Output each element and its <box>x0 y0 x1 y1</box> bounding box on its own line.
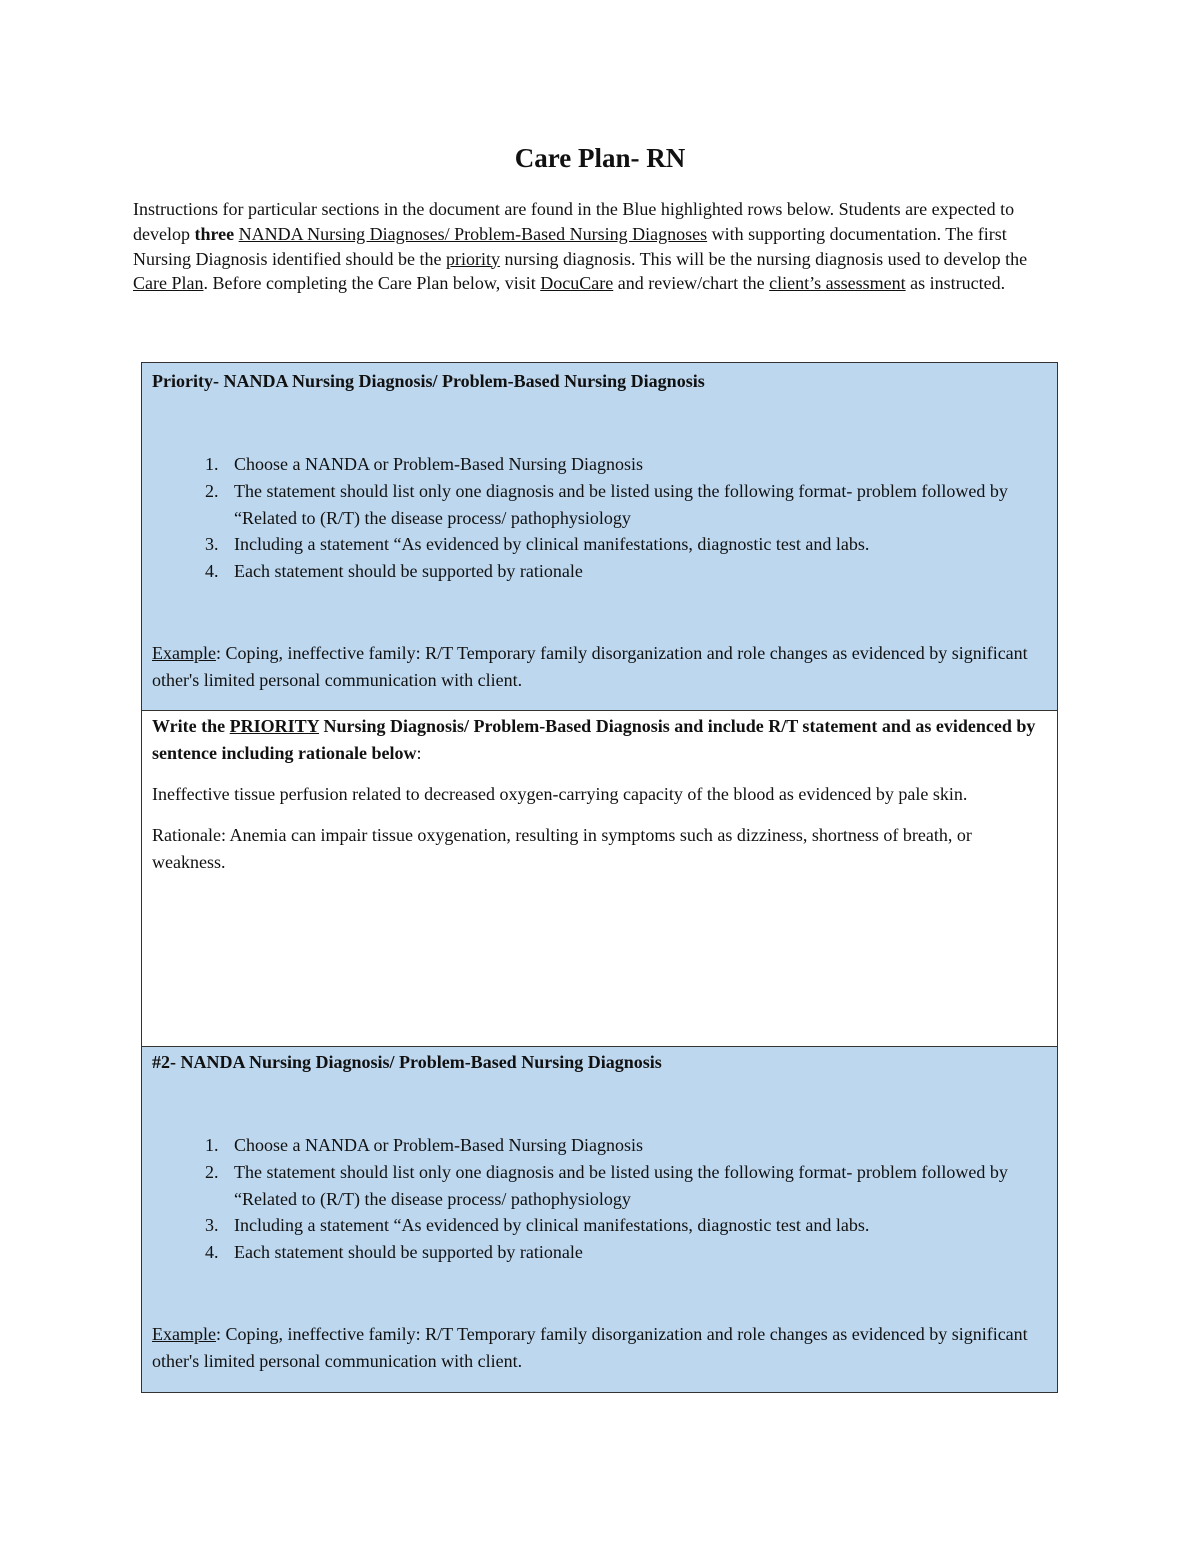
intro-priority-underlined: priority <box>445 248 500 269</box>
example-text: : Coping, ineffective family: R/T Temporary family disorganization and role changes as evidenced by significant other's limited personal communication with client. <box>152 1323 1028 1371</box>
header-text: Nursing Diagnosis/ Problem-Based Diagnosis and include R/T statement and as evidenced by sentence including rationale below <box>152 716 1036 763</box>
second-example <box>152 1321 1047 1375</box>
intro-text: nursing diagnosis. This will be the nursing diagnosis used to develop the <box>499 248 1028 269</box>
list-item: 2. The statement should list only one diagnosis and be listed using the following format- problem followed by “Related to (R/T) the disease process/ pathophysiology <box>223 478 1047 532</box>
header-priority-underlined: PRIORITY <box>229 716 319 736</box>
list-item: 4. Each statement should be supported by rationale <box>223 1239 1047 1266</box>
intro-text: . Before completing the Care Plan below, visit <box>203 273 541 294</box>
list-item: 3. Including a statement “As evidenced by clinical manifestations, diagnostic test and labs. <box>223 531 1047 558</box>
priority-diagnosis-answer-row[interactable] <box>142 711 1057 1047</box>
example-text: : Coping, ineffective family: R/T Temporary family disorganization and role changes as evidenced by significant other's limited personal communication with client. <box>152 642 1028 690</box>
priority-diagnosis-instructions-row <box>142 363 1057 711</box>
rationale-text: Rationale: Anemia can impair tissue oxygenation, resulting in symptoms such as dizziness, shortness of breath, or weakness. <box>152 825 972 872</box>
instructions-paragraph <box>133 197 1063 296</box>
intro-careplan-underlined: Care Plan <box>133 273 204 294</box>
priority-example <box>152 640 1047 694</box>
list-item: 3. Including a statement “As evidenced by clinical manifestations, diagnostic test and labs. <box>223 1212 1047 1239</box>
priority-instructions-list <box>152 451 1047 585</box>
example-label: Example <box>152 1323 216 1344</box>
second-diagnosis-instructions-row <box>142 1047 1057 1392</box>
intro-nanda-underlined: NANDA Nursing Diagnoses/ Problem-Based Nursing Diagnoses <box>238 223 708 244</box>
header-colon: : <box>416 743 422 763</box>
example-label: Example <box>152 642 216 663</box>
intro-text: Instructions for particular sections in the document are found in the Blue highlighted rows below. Students are expected to develop <box>133 199 1015 244</box>
intro-text: with supporting documentation. The first Nursing Diagnosis identified should be the <box>133 223 1007 269</box>
intro-bold-three: three <box>194 223 235 244</box>
intro-text: as instructed. <box>905 273 1006 294</box>
diagnosis-answer-text: Ineffective tissue perfusion related to decreased oxygen-carrying capacity of the blood as evidenced by pale skin. <box>152 784 968 804</box>
priority-section-header: Priority- NANDA Nursing Diagnosis/ Problem-Based Nursing Diagnosis <box>152 371 705 391</box>
list-item: 4. Each statement should be supported by rationale <box>223 558 1047 585</box>
intro-text: and review/chart the <box>613 273 770 294</box>
second-section-header: #2- NANDA Nursing Diagnosis/ Problem-Based Nursing Diagnosis <box>152 1052 662 1072</box>
list-item: 2. The statement should list only one diagnosis and be listed using the following format- problem followed by “Related to (R/T) the disease process/ pathophysiology <box>223 1159 1047 1213</box>
intro-docucare-underlined: DocuCare <box>540 273 614 294</box>
list-item: 1. Choose a NANDA or Problem-Based Nursing Diagnosis <box>223 1132 1047 1159</box>
header-text: Write the <box>152 716 230 736</box>
intro-assessment-underlined: client’s assessment <box>769 273 906 294</box>
answer-section-header <box>152 713 1047 767</box>
second-instructions-list <box>152 1132 1047 1266</box>
list-item: 1. Choose a NANDA or Problem-Based Nursing Diagnosis <box>223 451 1047 478</box>
care-plan-table <box>141 362 1058 1393</box>
page-title: Care Plan- RN <box>514 143 686 173</box>
